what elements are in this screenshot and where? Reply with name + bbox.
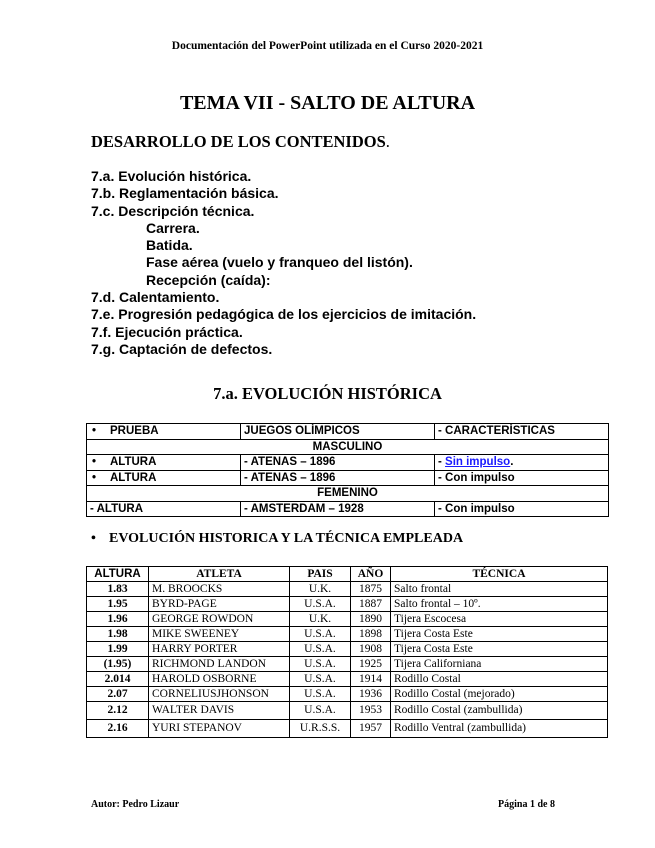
footer-page-number: Página 1 de 8 xyxy=(498,799,555,810)
col-header-altura: ALTURA xyxy=(87,567,149,582)
ano-cell: 1898 xyxy=(351,627,391,642)
col-header-ano: AÑO xyxy=(351,567,391,582)
feature-cell: - Con impulso xyxy=(435,501,609,517)
table-row xyxy=(87,627,608,642)
tecnica-cell: Rodillo Ventral (zambullida) xyxy=(391,720,608,738)
header-juegos: JUEGOS OLÍMPICOS xyxy=(241,424,435,440)
page-title: TEMA VII - SALTO DE ALTURA xyxy=(179,92,476,114)
subtitle-dot: . xyxy=(385,132,390,151)
athletes-table xyxy=(86,566,608,738)
atleta-cell: MIKE SWEENEY xyxy=(149,627,290,642)
event-cell: ALTURA xyxy=(110,456,157,469)
table-row xyxy=(87,470,609,486)
games-cell: - AMSTERDAM – 1928 xyxy=(241,501,435,517)
ano-cell: 1908 xyxy=(351,642,391,657)
table-row xyxy=(87,455,609,471)
toc-subitem-carrera: Carrera. xyxy=(146,219,200,236)
tecnica-cell: Rodillo Costal xyxy=(391,672,608,687)
altura-cell: 1.95 xyxy=(87,597,149,612)
ano-cell: 1953 xyxy=(351,702,391,720)
pais-cell: U.S.A. xyxy=(290,597,351,612)
table-row xyxy=(87,501,609,517)
table-row xyxy=(87,612,608,627)
subtitle-text: DESARROLLO DE LOS CONTENIDOS xyxy=(91,132,386,151)
table-row xyxy=(87,672,608,687)
header-caracteristicas: - CARACTERÍSTICAS xyxy=(435,424,609,440)
table-row xyxy=(87,486,609,502)
ano-cell: 1936 xyxy=(351,687,391,702)
pais-cell: U.S.A. xyxy=(290,642,351,657)
atleta-cell: M. BROOCKS xyxy=(149,582,290,597)
table-of-contents xyxy=(91,168,476,358)
tecnica-cell: Salto frontal xyxy=(391,582,608,597)
altura-cell: 2.16 xyxy=(87,720,149,738)
tecnica-cell: Tijera Costa Este xyxy=(391,627,608,642)
atleta-cell: YURI STEPANOV xyxy=(149,720,290,738)
table-row xyxy=(87,720,608,738)
feature-cell: - Con impulso xyxy=(435,470,609,486)
pais-cell: U.K. xyxy=(290,582,351,597)
tecnica-cell: Rodillo Costal (zambullida) xyxy=(391,702,608,720)
pais-cell: U.S.A. xyxy=(290,687,351,702)
toc-item-c: 7.c. Descripción técnica. xyxy=(91,202,255,219)
tecnica-cell: Tijera Costa Este xyxy=(391,642,608,657)
toc-item-a: 7.a. Evolución histórica. xyxy=(91,168,252,184)
altura-cell: 1.83 xyxy=(87,582,149,597)
atleta-cell: GEORGE ROWDON xyxy=(149,612,290,627)
tecnica-cell: Rodillo Costal (mejorado) xyxy=(391,687,608,702)
pais-cell: U.R.S.S. xyxy=(290,720,351,738)
masculino-label: MASCULINO xyxy=(87,439,609,455)
table-cell xyxy=(87,455,241,471)
sin-impulso-link[interactable]: Sin impulso xyxy=(445,456,511,469)
femenino-label: FEMENINO xyxy=(87,486,609,502)
altura-cell: 1.96 xyxy=(87,612,149,627)
table-row xyxy=(87,582,608,597)
ano-cell: 1875 xyxy=(351,582,391,597)
feature-prefix: - xyxy=(438,456,446,469)
bullet-icon: • xyxy=(92,471,97,484)
contents-subtitle xyxy=(91,132,390,152)
tecnica-cell: Tijera Californiana xyxy=(391,657,608,672)
pais-cell: U.S.A. xyxy=(290,702,351,720)
col-header-pais: PAIS xyxy=(290,567,351,582)
event-cell: ALTURA xyxy=(110,471,157,484)
feature-suffix: . xyxy=(510,456,514,469)
pais-cell: U.S.A. xyxy=(290,627,351,642)
table-row xyxy=(87,597,608,612)
games-cell: - ATENAS – 1896 xyxy=(241,470,435,486)
footer-author: Autor: Pedro Lizaur xyxy=(91,799,180,810)
ano-cell: 1957 xyxy=(351,720,391,738)
ano-cell: 1890 xyxy=(351,612,391,627)
page-header: Documentación del PowerPoint utilizada en el Curso 2020-2021 xyxy=(171,40,484,52)
feature-cell xyxy=(435,455,609,471)
table-row xyxy=(87,424,609,440)
event-cell: - ALTURA xyxy=(87,501,241,517)
toc-item-g: 7.g. Captación de defectos. xyxy=(91,340,273,357)
table-row xyxy=(87,642,608,657)
table-header-row xyxy=(87,567,608,582)
toc-subitem-batida: Batida. xyxy=(146,237,193,254)
toc-item-e: 7.e. Progresión pedagógica de los ejercicios de imitación. xyxy=(91,306,477,323)
table-cell xyxy=(87,424,241,440)
altura-cell: 1.99 xyxy=(87,642,149,657)
section-heading: 7.a. EVOLUCIÓN HISTÓRICA xyxy=(213,384,442,403)
toc-subitem-recepcion: Recepción (caída): xyxy=(146,271,271,288)
toc-subitem-fase-aerea: Fase aérea (vuelo y franqueo del listón). xyxy=(146,254,413,271)
toc-item-b: 7.b. Reglamentación básica. xyxy=(91,185,279,202)
olympic-table xyxy=(86,423,609,517)
toc-item-d: 7.d. Calentamiento. xyxy=(91,289,220,306)
ano-cell: 1914 xyxy=(351,672,391,687)
ano-cell: 1925 xyxy=(351,657,391,672)
table-row xyxy=(87,439,609,455)
pais-cell: U.S.A. xyxy=(290,657,351,672)
col-header-tecnica: TÉCNICA xyxy=(391,567,608,582)
tecnica-cell: Salto frontal – 10º. xyxy=(391,597,608,612)
altura-cell: 2.12 xyxy=(87,702,149,720)
toc-item-f: 7.f. Ejecución práctica. xyxy=(91,323,243,340)
atleta-cell: WALTER DAVIS xyxy=(149,702,290,720)
bullet-icon: • xyxy=(92,456,97,469)
table-row xyxy=(87,702,608,720)
header-prueba: PRUEBA xyxy=(110,425,159,438)
atleta-cell: BYRD-PAGE xyxy=(149,597,290,612)
atleta-cell: HARRY PORTER xyxy=(149,642,290,657)
pais-cell: U.K. xyxy=(290,612,351,627)
technique-heading-text: EVOLUCIÓN HISTORICA Y LA TÉCNICA EMPLEADA xyxy=(109,531,464,546)
table-cell xyxy=(87,470,241,486)
bullet-icon: • xyxy=(92,425,97,438)
ano-cell: 1887 xyxy=(351,597,391,612)
col-header-atleta: ATLETA xyxy=(149,567,290,582)
table-row xyxy=(87,657,608,672)
altura-cell: 2.014 xyxy=(87,672,149,687)
altura-cell: (1.95) xyxy=(87,657,149,672)
altura-cell: 1.98 xyxy=(87,627,149,642)
tecnica-cell: Tijera Escocesa xyxy=(391,612,608,627)
atleta-cell: HAROLD OSBORNE xyxy=(149,672,290,687)
atleta-cell: CORNELIUSJHONSON xyxy=(149,687,290,702)
technique-heading xyxy=(91,531,463,547)
games-cell: - ATENAS – 1896 xyxy=(241,455,435,471)
table-row xyxy=(87,687,608,702)
atleta-cell: RICHMOND LANDON xyxy=(149,657,290,672)
pais-cell: U.S.A. xyxy=(290,672,351,687)
altura-cell: 2.07 xyxy=(87,687,149,702)
bullet-icon: • xyxy=(91,531,96,546)
